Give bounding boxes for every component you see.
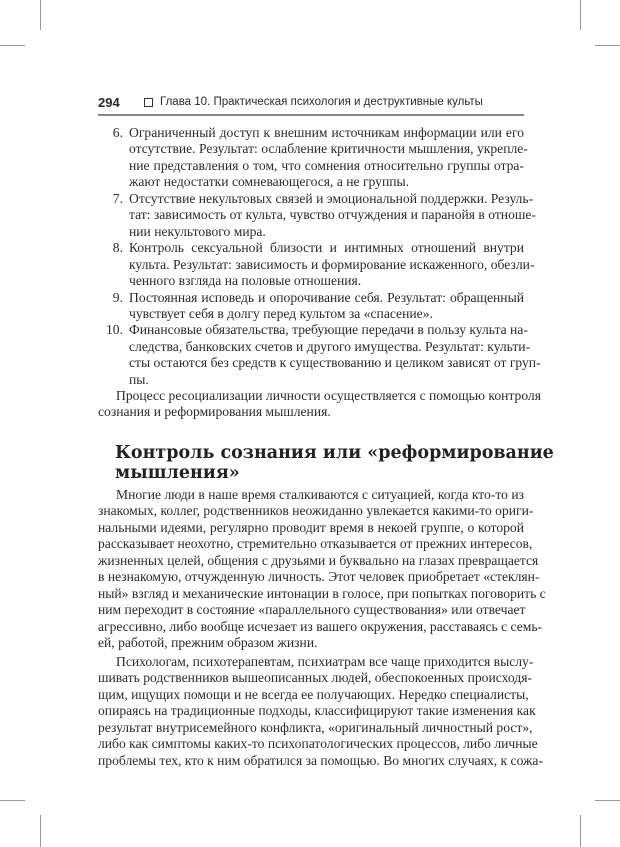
text-line: жизненных целей, общения с друзьями и буквально на глазах превращается: [98, 552, 539, 568]
crop-mark: [580, 815, 581, 847]
numbered-list: [98, 125, 541, 388]
crop-mark: [40, 815, 41, 847]
text-line: жают недостатки сомневающегося, а не группы.: [129, 174, 410, 190]
list-number: 8.: [112, 240, 123, 256]
intro-paragraph: [98, 388, 541, 421]
section-heading: [115, 443, 554, 483]
text-line: ним переходит в состояние «параллельного существования» или отвечает: [98, 602, 526, 618]
text-line: результат внутрисемейного конфликта, «оригинальный личностный рост»,: [98, 719, 533, 735]
text-line: Ограниченный доступ к внешним источникам информации или его: [129, 125, 524, 140]
list-item: [98, 240, 535, 289]
text-line: в незнакомую, отчужденную личность. Этот человек приобретает «стеклян-: [98, 569, 540, 585]
header-rule: [98, 114, 524, 116]
text-line: ей, работой, прежним образом жизни.: [98, 635, 318, 651]
text-line: опираясь на традиционные подходы, классифицируют такие изменения как: [98, 703, 536, 719]
text-line: рассказывает неохотно, стремительно отказывается от прежних интересов,: [98, 536, 533, 552]
text-line: проблемы тех, кто к ним обратился за помощью. Во многих случаях, к сожа-: [98, 752, 543, 768]
text-line: Процесс ресоциализации личности осуществляется с помощью контроля: [116, 388, 541, 403]
text-line: Психологам, психотерапевтам, психиатрам все чаще приходится выслу-: [116, 654, 534, 669]
crop-mark: [0, 800, 25, 801]
list-number: 6.: [112, 125, 123, 140]
text-line: шивать родственников вышеописанных людей, обеспокоенных происходя-: [98, 670, 532, 686]
text-line: отсутствие. Результат: ослабление критичности мышления, укрепле-: [129, 141, 528, 157]
text-line: сты остаются без средств к существованию и целиком зависят от груп-: [129, 355, 541, 371]
text-line: ный» взгляд и механические интонации в голосе, при попытках поговорить с: [98, 585, 546, 601]
text-line: Отсутствие некультовых связей и эмоциональной поддержки. Резуль-: [129, 190, 534, 206]
text-line: Контроль сексуальной близости и интимных отношений внутри: [129, 240, 524, 256]
chapter-title: Глава 10. Практическая психология и деструктивные культы: [160, 96, 483, 108]
list-number: 10.: [106, 322, 123, 338]
crop-mark: [0, 45, 25, 46]
list-item: [98, 290, 524, 323]
text-line: нальными идеями, регулярно проводит время в некоей группе, о которой: [98, 519, 524, 535]
text-line: культа. Результат: зависимость и формирование искаженного, обезли-: [129, 256, 535, 272]
crop-mark: [595, 800, 620, 801]
list-item: [98, 190, 536, 240]
list-item: [98, 125, 528, 191]
body-paragraph: [98, 654, 543, 769]
body-paragraph: [98, 487, 546, 652]
text-line: чувствует себя в долгу перед культом за «спасение».: [129, 305, 433, 321]
text-line: агрессивно, либо вообще исчезает из вашего окружения, расставаясь с семь-: [98, 618, 543, 634]
crop-mark: [580, 0, 581, 30]
text-line: ние представления о том, что сомнения относительно группы отра-: [129, 157, 524, 173]
text-line: пы.: [129, 371, 149, 387]
text-line: либо как симптомы каких-то психопатологических процессов, либо личные: [98, 736, 538, 752]
page-number: 294: [98, 95, 120, 110]
heading-line: Контроль сознания или «реформирование: [115, 443, 554, 463]
text-line: нии некультового мира.: [129, 223, 266, 239]
text-line: Многие люди в наше время сталкиваются с ситуацией, когда кто-то из: [116, 487, 524, 502]
text-line: щим, ищущих помощи и не всегда ее получающих. Нередко специалисты,: [98, 686, 529, 702]
list-item: [98, 322, 541, 388]
list-number: 7.: [112, 190, 123, 206]
text-line: Постоянная исповедь и опорочивание себя. Результат: обращенный: [129, 289, 524, 305]
text-line: знакомых, коллег, родственников неожиданно увлекается какими-то ориги-: [98, 503, 534, 519]
text-line: Финансовые обязательства, требующие передачи в пользу культа на-: [129, 322, 528, 338]
crop-mark: [595, 45, 620, 46]
running-header: [98, 95, 524, 113]
text-line: сознания и реформирования мышления.: [98, 404, 331, 420]
square-bullet-icon: [144, 98, 153, 107]
text-line: следства, банковских счетов и другого имущества. Результат: культи-: [129, 338, 531, 354]
crop-mark: [40, 0, 41, 30]
text-line: тат: зависимость от культа, чувство отчуждения и паранойя в отноше-: [129, 207, 536, 223]
list-number: 9.: [112, 289, 123, 305]
heading-line: мышления»: [115, 463, 240, 483]
text-line: ченного взгляда на половые отношения.: [129, 273, 362, 289]
